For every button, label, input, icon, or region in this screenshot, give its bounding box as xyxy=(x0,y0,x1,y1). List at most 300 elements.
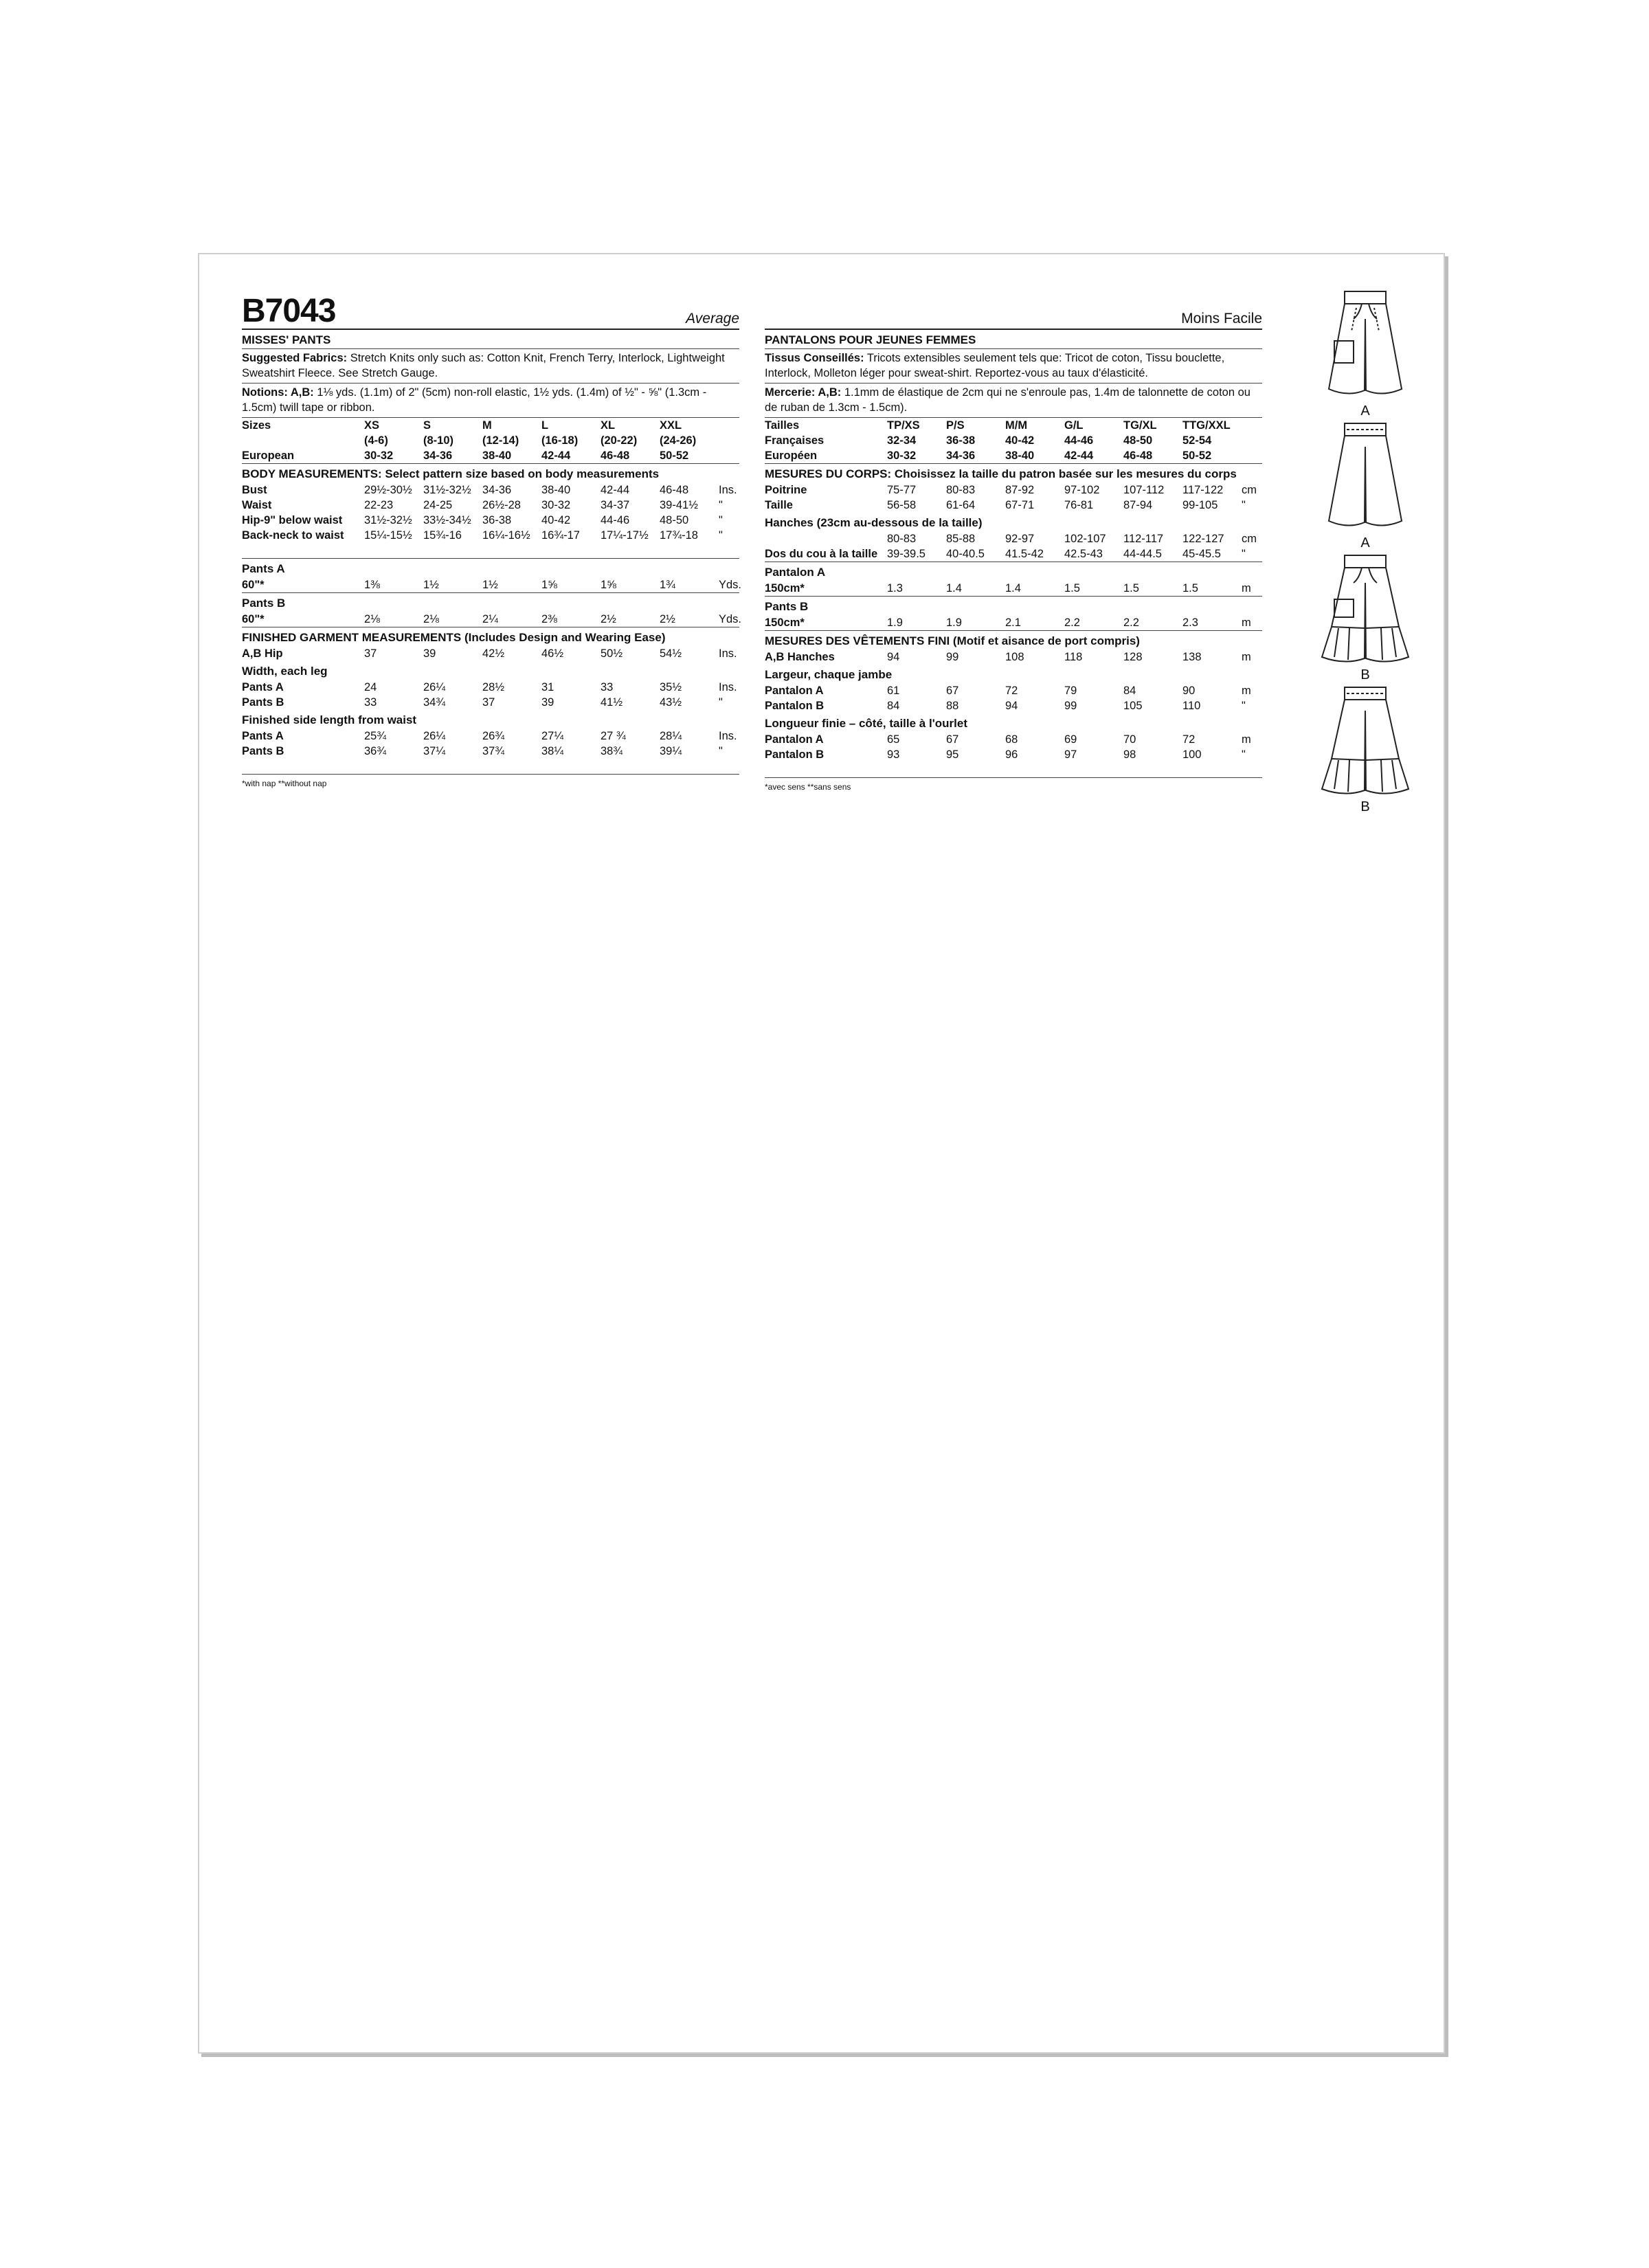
cell-value: 34-36 xyxy=(482,484,512,496)
french-column xyxy=(765,294,1262,792)
cell-value: 44-46 xyxy=(1064,434,1094,447)
cell-value: 117-122 xyxy=(1182,484,1224,496)
view-label: A xyxy=(1360,403,1370,419)
cell-value: 27 ¾ xyxy=(601,730,626,742)
row-label: A,B Hip xyxy=(242,647,283,660)
row-label: 150cm* xyxy=(765,616,805,629)
cell-value: 88 xyxy=(946,700,959,712)
cell-value: 80-83 xyxy=(887,533,917,545)
cell-value: 26¼ xyxy=(423,730,446,742)
cell-value: 34¾ xyxy=(423,696,446,709)
cell-value: 33 xyxy=(601,681,614,693)
cell-value: 61-64 xyxy=(946,499,976,511)
cell-value: (16-18) xyxy=(541,434,579,447)
cell-value: 98 xyxy=(1123,748,1136,761)
pants-b-yardage xyxy=(242,612,745,627)
cell-value: 40-42 xyxy=(541,514,571,526)
cell-value: 1.3 xyxy=(887,582,903,594)
cell-value: G/L xyxy=(1064,419,1084,432)
cell-value: 30-32 xyxy=(887,449,917,462)
pants-a-title: Pants A xyxy=(242,562,285,575)
cell-value: 1.5 xyxy=(1064,582,1080,594)
unit-label xyxy=(719,448,745,463)
cell-value: 96 xyxy=(1005,748,1018,761)
cell-value: 17¾-18 xyxy=(660,529,698,542)
cell-value: (24-26) xyxy=(660,434,697,447)
cell-value: 24-25 xyxy=(423,499,453,511)
cell-value: 65 xyxy=(887,733,900,746)
cell-value: 1.9 xyxy=(887,616,903,629)
cell-value: (20-22) xyxy=(601,434,638,447)
cell-value: 56-58 xyxy=(887,499,917,511)
row-label xyxy=(765,531,887,546)
english-header xyxy=(242,294,739,330)
pants-b-back-icon xyxy=(1314,683,1417,800)
cell-value: 32-34 xyxy=(887,434,917,447)
unit-label: " xyxy=(1242,548,1246,560)
cell-value: 38-40 xyxy=(1005,449,1035,462)
unit-label xyxy=(719,433,745,448)
cell-value: 48-50 xyxy=(1123,434,1153,447)
notions: Notions: A,B: 1⅛ yds. (1.1m) of 2" (5cm) non-roll elastic, 1½ yds. (1.4m) of ½" - ⅝" (1.3cm - 1.5cm) twill tape or ribbon. xyxy=(242,386,707,414)
cell-value: 31½-32½ xyxy=(423,484,471,496)
cell-value: 46-48 xyxy=(601,449,630,462)
cell-value: 33 xyxy=(364,696,377,709)
finished-measurements-title-fr: MESURES DES VÊTEMENTS FINI (Motif et aisance de port compris) xyxy=(765,634,1140,647)
row-label: Pantalon A xyxy=(765,733,824,746)
cell-value: 2.3 xyxy=(1182,616,1198,629)
table-row xyxy=(765,698,1268,713)
footnote: *with nap **without nap xyxy=(242,779,327,788)
english-column xyxy=(242,293,742,788)
finished-measurements-title: FINISHED GARMENT MEASUREMENTS (Includes Design and Wearing Ease) xyxy=(242,631,666,644)
cell-value: M/M xyxy=(1005,419,1028,432)
cell-value: 118 xyxy=(1064,651,1083,663)
row-label: 60"* xyxy=(242,613,265,625)
pants-a-title-fr: Pantalon A xyxy=(765,566,826,579)
cell-value: 17¼-17½ xyxy=(601,529,649,542)
cell-value: 87-92 xyxy=(1005,484,1035,496)
cell-value: (4-6) xyxy=(364,434,388,447)
cell-value: 31 xyxy=(541,681,554,693)
cell-value: 22-23 xyxy=(364,499,394,511)
cell-value: 84 xyxy=(887,700,900,712)
pattern-envelope-back xyxy=(198,253,1445,2054)
body-measurements-title-fr: MESURES DU CORPS: Choisissez la taille du patron basée sur les mesures du corps xyxy=(765,467,1237,480)
row-label: Hip-9" below waist xyxy=(242,514,343,526)
cell-value: XS xyxy=(364,419,380,432)
view-b-front-drawing xyxy=(1307,551,1424,683)
row-label: Pantalon B xyxy=(765,700,824,712)
table-row xyxy=(765,498,1268,513)
unit-label: " xyxy=(719,514,723,526)
row-label: 150cm* xyxy=(765,582,805,594)
table-row xyxy=(242,513,745,528)
cell-value: 102-107 xyxy=(1064,533,1106,545)
cell-value: XXL xyxy=(660,419,682,432)
cell-value: TTG/XXL xyxy=(1182,419,1231,432)
unit-label: m xyxy=(1242,616,1251,629)
section-title: MISSES' PANTS xyxy=(242,333,331,346)
cell-value: 1½ xyxy=(423,579,439,591)
cell-value: 97-102 xyxy=(1064,484,1100,496)
cell-value: 2.1 xyxy=(1005,616,1021,629)
cell-value: L xyxy=(541,419,549,432)
view-label: B xyxy=(1360,799,1370,814)
pants-b-title-fr: Pants B xyxy=(765,600,809,613)
table-row xyxy=(765,683,1268,698)
table-row xyxy=(765,581,1268,596)
finished-hip-table xyxy=(242,646,745,661)
cell-value: 36-38 xyxy=(482,514,512,526)
row-label: Waist xyxy=(242,499,272,511)
cell-value: 42-44 xyxy=(541,449,571,462)
cell-value: 94 xyxy=(887,651,900,663)
cell-value: 26¾ xyxy=(482,730,505,742)
table-row xyxy=(242,695,745,710)
cell-value: 93 xyxy=(887,748,900,761)
cell-value: 76-81 xyxy=(1064,499,1094,511)
table-row xyxy=(242,646,745,661)
difficulty-level: Average xyxy=(686,311,739,326)
row-label: Européen xyxy=(765,449,818,462)
cell-value: 1.4 xyxy=(1005,582,1021,594)
cell-value: 40-40.5 xyxy=(946,548,985,560)
cell-value: 72 xyxy=(1005,685,1018,697)
cell-value: 54½ xyxy=(660,647,682,660)
cell-value: 80-83 xyxy=(946,484,976,496)
cell-value: 2½ xyxy=(601,613,616,625)
unit-label: " xyxy=(1242,748,1246,761)
table-row xyxy=(242,680,745,695)
length-title-fr: Longueur finie – côté, taille à l'ourlet xyxy=(765,717,967,730)
table-row xyxy=(242,433,745,448)
technical-drawings xyxy=(1307,287,1424,815)
cell-value: 67 xyxy=(946,733,959,746)
cell-value: 99-105 xyxy=(1182,499,1218,511)
row-label: Taille xyxy=(765,499,793,511)
row-label: Pants B xyxy=(242,696,284,709)
suggested-fabrics: Suggested Fabrics: Stretch Knits only such as: Cotton Knit, French Terry, Interlock, Lightweight Sweatshirt Fleece. See Stretch Gauge. xyxy=(242,352,725,379)
cell-value: 2¼ xyxy=(482,613,498,625)
cell-value: 67 xyxy=(946,685,959,697)
cell-value: 27¼ xyxy=(541,730,564,742)
unit-label: m xyxy=(1242,582,1251,594)
pants-b-front-icon xyxy=(1314,551,1417,668)
view-a-front-drawing xyxy=(1307,287,1424,419)
finished-hip-table-fr xyxy=(765,649,1268,665)
cell-value: 1⅝ xyxy=(541,579,557,591)
cell-value: (12-14) xyxy=(482,434,519,447)
cell-value: 25¾ xyxy=(364,730,387,742)
cell-value: 1.5 xyxy=(1182,582,1198,594)
length-table-fr xyxy=(765,732,1268,762)
cell-value: 2⅛ xyxy=(364,613,380,625)
table-row xyxy=(765,418,1268,433)
notions-fr: Mercerie: A,B: 1.1mm de élastique de 2cm qui ne s'enroule pas, 1.4m de talonnette de coton ou de ruban de 1.3cm - 1.5cm). xyxy=(765,386,1250,414)
cell-value: 1.5 xyxy=(1123,582,1139,594)
cell-value: 33½-34½ xyxy=(423,514,471,526)
table-row xyxy=(242,482,745,498)
unit-label: Ins. xyxy=(719,681,737,693)
cell-value: 38-40 xyxy=(541,484,571,496)
row-label: Pantalon B xyxy=(765,748,824,761)
body-measurements-title: BODY MEASUREMENTS: Select pattern size based on body measurements xyxy=(242,467,660,480)
cell-value: 30-32 xyxy=(364,449,394,462)
cell-value: 39 xyxy=(541,696,554,709)
cell-value: 52-54 xyxy=(1182,434,1212,447)
cell-value: 1⅝ xyxy=(601,579,616,591)
table-row xyxy=(242,744,745,759)
cell-value: 2½ xyxy=(660,613,675,625)
row-label: European xyxy=(242,449,295,462)
row-label xyxy=(242,433,364,448)
cell-value: S xyxy=(423,419,431,432)
table-row xyxy=(242,729,745,744)
cell-value: 107-112 xyxy=(1123,484,1165,496)
unit-label: Ins. xyxy=(719,647,737,660)
row-label: Pants B xyxy=(242,745,284,757)
unit-label: " xyxy=(719,745,723,757)
length-title: Finished side length from waist xyxy=(242,713,417,726)
unit-label: Yds. xyxy=(719,579,742,591)
cell-value: 34-37 xyxy=(601,499,630,511)
unit-label xyxy=(1242,418,1268,433)
cell-value: XL xyxy=(601,419,616,432)
cell-value: 128 xyxy=(1123,651,1143,663)
width-title: Width, each leg xyxy=(242,665,328,678)
cell-value: 97 xyxy=(1064,748,1077,761)
unit-label: " xyxy=(719,499,723,511)
width-table xyxy=(242,680,745,710)
unit-label: m xyxy=(1242,733,1251,746)
cell-value: 68 xyxy=(1005,733,1018,746)
hanches-title: Hanches (23cm au-dessous de la taille) xyxy=(765,516,983,529)
unit-label: Ins. xyxy=(719,730,737,742)
unit-label: m xyxy=(1242,685,1251,697)
unit-label: m xyxy=(1242,651,1251,663)
pants-b-yardage-fr xyxy=(765,615,1268,630)
table-row xyxy=(242,612,745,627)
cell-value: 37¾ xyxy=(482,745,505,757)
cell-value: 108 xyxy=(1005,651,1024,663)
cell-value: 28¼ xyxy=(660,730,682,742)
cell-value: 122-127 xyxy=(1182,533,1224,545)
body-measurements-table-fr xyxy=(765,482,1268,513)
unit-label xyxy=(1242,448,1268,463)
cell-value: 16¼-16½ xyxy=(482,529,530,542)
cell-value: 39¼ xyxy=(660,745,682,757)
cell-value: 15¼-15½ xyxy=(364,529,412,542)
row-label: Dos du cou à la taille xyxy=(765,548,878,560)
unit-label: " xyxy=(719,529,723,542)
cell-value: 38-40 xyxy=(482,449,512,462)
table-row xyxy=(765,732,1268,747)
cell-value: 112-117 xyxy=(1123,533,1164,545)
cell-value: 37¼ xyxy=(423,745,446,757)
cell-value: 69 xyxy=(1064,733,1077,746)
cell-value: 1⅜ xyxy=(364,579,380,591)
cell-value: 46-48 xyxy=(1123,449,1153,462)
cell-value: 34-36 xyxy=(423,449,453,462)
cell-value: 42½ xyxy=(482,647,505,660)
table-row xyxy=(765,482,1268,498)
cell-value: 100 xyxy=(1182,748,1202,761)
cell-value: TP/XS xyxy=(887,419,920,432)
body-measurements-table xyxy=(242,482,745,543)
table-row xyxy=(765,747,1268,762)
cell-value: 44-44.5 xyxy=(1123,548,1162,560)
cell-value: 84 xyxy=(1123,685,1136,697)
cell-value: 72 xyxy=(1182,733,1196,746)
cell-value: 46-48 xyxy=(660,484,689,496)
cell-value: 1.9 xyxy=(946,616,962,629)
cell-value: 44-46 xyxy=(601,514,630,526)
cell-value: 79 xyxy=(1064,685,1077,697)
pants-a-back-icon xyxy=(1314,419,1417,536)
pants-a-yardage-fr xyxy=(765,581,1268,596)
unit-label xyxy=(1242,433,1268,448)
cell-value: 42-44 xyxy=(601,484,630,496)
footnote-fr: *avec sens **sans sens xyxy=(765,782,851,792)
cell-value: P/S xyxy=(946,419,965,432)
cell-value: 50½ xyxy=(601,647,623,660)
row-label: Back-neck to waist xyxy=(242,529,344,542)
row-label: Pants A xyxy=(242,730,284,742)
cell-value: 70 xyxy=(1123,733,1136,746)
unit-label: " xyxy=(1242,499,1246,511)
pants-a-yardage xyxy=(242,577,745,592)
cell-value: 45-45.5 xyxy=(1182,548,1221,560)
cell-value: 99 xyxy=(946,651,959,663)
table-row xyxy=(242,528,745,543)
cell-value: 42.5-43 xyxy=(1064,548,1103,560)
cell-value: 61 xyxy=(887,685,900,697)
cell-value: 40-42 xyxy=(1005,434,1035,447)
cell-value: 31½-32½ xyxy=(364,514,412,526)
table-row xyxy=(765,649,1268,665)
unit-label: " xyxy=(1242,700,1246,712)
cell-value: 34-36 xyxy=(946,449,976,462)
cell-value: 99 xyxy=(1064,700,1077,712)
cell-value: 37 xyxy=(364,647,377,660)
cell-value: 39-39.5 xyxy=(887,548,926,560)
section-title-fr: PANTALONS POUR JEUNES FEMMES xyxy=(765,333,976,346)
cell-value: 1¾ xyxy=(660,579,675,591)
cell-value: 16¾-17 xyxy=(541,529,580,542)
pattern-number: B7043 xyxy=(242,293,336,329)
row-label: Françaises xyxy=(765,434,824,447)
cell-value: 94 xyxy=(1005,700,1018,712)
view-a-back-drawing xyxy=(1307,419,1424,551)
pants-b-title: Pants B xyxy=(242,597,286,610)
cell-value: 87-94 xyxy=(1123,499,1153,511)
difficulty-level-fr: Moins Facile xyxy=(1181,311,1262,326)
french-header xyxy=(765,294,1262,330)
unit-label: " xyxy=(719,696,723,709)
cell-value: 67-71 xyxy=(1005,499,1035,511)
cell-value: 35½ xyxy=(660,681,682,693)
unit-label: cm xyxy=(1242,533,1257,545)
size-table xyxy=(242,418,745,463)
cell-value: 37 xyxy=(482,696,495,709)
cell-value: 39-41½ xyxy=(660,499,698,511)
row-label: Pants A xyxy=(242,681,284,693)
cell-value: 26½-28 xyxy=(482,499,521,511)
cell-value: 2.2 xyxy=(1123,616,1139,629)
cell-value: 38¼ xyxy=(541,745,564,757)
cell-value: 36-38 xyxy=(946,434,976,447)
cell-value: 41.5-42 xyxy=(1005,548,1044,560)
cell-value: 2⅜ xyxy=(541,613,557,625)
cell-value: 110 xyxy=(1182,700,1201,712)
unit-label: cm xyxy=(1242,484,1257,496)
width-title-fr: Largeur, chaque jambe xyxy=(765,668,893,681)
size-table-fr xyxy=(765,418,1268,463)
cell-value: 28½ xyxy=(482,681,505,693)
unit-label: Yds. xyxy=(719,613,742,625)
cell-value: 39 xyxy=(423,647,436,660)
cell-value: 50-52 xyxy=(1182,449,1212,462)
table-row xyxy=(242,418,745,433)
view-label: A xyxy=(1360,535,1370,551)
cell-value: 41½ xyxy=(601,696,623,709)
cell-value: 95 xyxy=(946,748,959,761)
cell-value: 43½ xyxy=(660,696,682,709)
unit-label: Ins. xyxy=(719,484,737,496)
length-table xyxy=(242,729,745,759)
table-row xyxy=(242,448,745,463)
cell-value: 75-77 xyxy=(887,484,917,496)
cell-value: 46½ xyxy=(541,647,564,660)
table-row xyxy=(765,531,1268,546)
pants-a-front-icon xyxy=(1314,287,1417,404)
cell-value: 38¾ xyxy=(601,745,623,757)
table-row xyxy=(242,498,745,513)
cell-value: 30-32 xyxy=(541,499,571,511)
cell-value: 138 xyxy=(1182,651,1202,663)
cell-value: 48-50 xyxy=(660,514,689,526)
cell-value: 1½ xyxy=(482,579,498,591)
table-row xyxy=(765,615,1268,630)
body-measurements-table-fr-2 xyxy=(765,531,1268,562)
row-label: A,B Hanches xyxy=(765,651,835,663)
cell-value: 85-88 xyxy=(946,533,976,545)
table-row xyxy=(765,448,1268,463)
cell-value: 105 xyxy=(1123,700,1143,712)
cell-value: 2.2 xyxy=(1064,616,1080,629)
row-label: Poitrine xyxy=(765,484,807,496)
cell-value: 24 xyxy=(364,681,377,693)
row-label: Tailles xyxy=(765,419,800,432)
cell-value: 2⅛ xyxy=(423,613,439,625)
width-table-fr xyxy=(765,683,1268,713)
row-label: Pantalon A xyxy=(765,685,824,697)
cell-value: 29½-30½ xyxy=(364,484,412,496)
view-b-back-drawing xyxy=(1307,683,1424,815)
cell-value: 15¾-16 xyxy=(423,529,462,542)
cell-value: 1.4 xyxy=(946,582,962,594)
cell-value: 36¾ xyxy=(364,745,387,757)
row-label: 60"* xyxy=(242,579,265,591)
unit-label xyxy=(719,418,745,433)
cell-value: 50-52 xyxy=(660,449,689,462)
table-row xyxy=(242,577,745,592)
table-row xyxy=(765,433,1268,448)
cell-value: 26¼ xyxy=(423,681,446,693)
row-label: Bust xyxy=(242,484,267,496)
suggested-fabrics-fr: Tissus Conseillés: Tricots extensibles seulement tels que: Tricot de coton, Tissu bouclette, Interlock, Molleton léger pour sweat-shirt. Reportez-vous au taux d'élasticité. xyxy=(765,352,1225,379)
